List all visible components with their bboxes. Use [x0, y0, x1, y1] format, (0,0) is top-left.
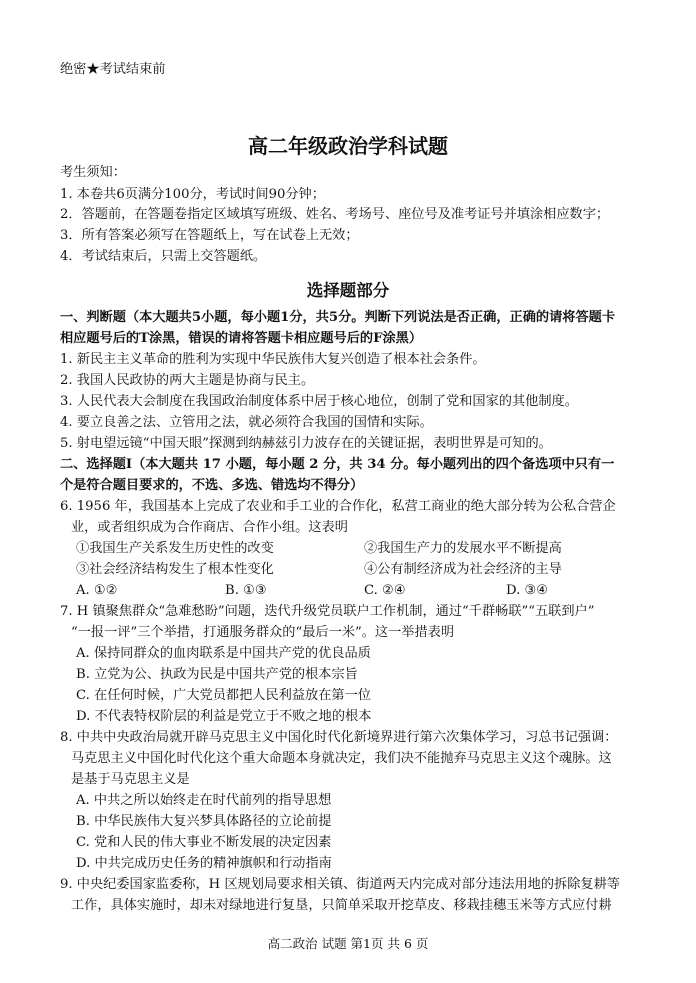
section2-heading-cont: 个是符合题目要求的，不选、多选、错选均不得分） — [60, 478, 364, 493]
judge-item: 5. 射电望远镜“中国天眼”探测到纳赫兹引力波存在的关键证据，表明世界是可知的。 — [60, 436, 552, 451]
confidential-label: 绝密★考试结束前 — [60, 62, 166, 77]
statement-2: ②我国生产力的发展水平不断提高 — [364, 541, 562, 556]
section1-heading: 一、判断题（本大题共5小题，每小题1分，共5分。判断下列说法是否正确，正确的请将答题卡 — [60, 310, 616, 325]
question-8-stem: 8. 中共中央政治局就开辟马克思主义中国化时代化新境界进行第六次集体学习，习总书记强调： — [60, 730, 618, 745]
notice-item: 4．考试结束后，只需上交答题纸。 — [60, 249, 267, 264]
question-6-stem: 6. 1956 年，我国基本上完成了农业和手工业的合作化，私营工商业的绝大部分转为公私合营企 — [60, 499, 616, 514]
notice-item: 2．答题前，在答题卷指定区域填写班级、姓名、考场号、座位号及准考证号并填涂相应数字； — [60, 207, 610, 222]
judge-item: 3. 人民代表大会制度在我国政治制度体系中居于核心地位，创制了党和国家的其他制度。 — [60, 394, 578, 409]
option-d: D. 不代表特权阶层的利益是党立于不败之地的根本 — [76, 709, 372, 724]
judge-item: 1. 新民主主义革命的胜利为实现中华民族伟大复兴创造了根本社会条件。 — [60, 352, 486, 367]
page-title: 高二年级政治学科试题 — [248, 134, 448, 158]
option-a: A. 保持同群众的血肉联系是中国共产党的优良品质 — [76, 646, 371, 661]
judge-item: 4. 要立良善之法、立管用之法，就必须符合我国的国情和实际。 — [60, 415, 433, 430]
judge-item: 2. 我国人民政协的两大主题是协商与民主。 — [60, 373, 315, 388]
statement-1: ①我国生产关系发生历史性的改变 — [76, 541, 274, 556]
question-8-stem-cont: 是基于马克思主义是 — [71, 772, 190, 787]
statement-4: ④公有制经济成为社会经济的主导 — [364, 562, 562, 577]
option-a: A. 中共之所以始终走在时代前列的指导思想 — [76, 793, 332, 808]
part-title: 选择题部分 — [306, 281, 390, 300]
option-c: C. 党和人民的伟大事业不断发展的决定因素 — [76, 835, 332, 850]
notice-item: 1. 本卷共6页满分100分，考试时间90分钟； — [60, 187, 325, 202]
page-footer: 高二政治 试题 第1页 共 6 页 — [267, 936, 429, 951]
notice-item: 3．所有答案必须写在答题纸上，写在试卷上无效； — [60, 228, 359, 243]
statement-3: ③社会经济结构发生了根本性变化 — [76, 562, 274, 577]
section1-heading-cont: 相应题号后的T涂黑，错误的请将答题卡相应题号后的F涂黑） — [60, 331, 423, 346]
notice-heading: 考生须知： — [60, 165, 126, 180]
option-b: B. 立党为公、执政为民是中国共产党的根本宗旨 — [76, 667, 358, 682]
option-b: B. 中华民族伟大复兴梦具体路径的立论前提 — [76, 814, 332, 829]
option-c: C. 在任何时候，广大党员都把人民利益放在第一位 — [76, 688, 371, 703]
option-d: D. 中共完成历史任务的精神旗帜和行动指南 — [76, 856, 332, 871]
question-7-stem-cont: “一报一评”三个举措，打通服务群众的“最后一米”。这一举措表明 — [71, 625, 455, 640]
question-9-stem: 9. 中央纪委国家监委称，H 区规划局要求相关镇、街道两天内完成对部分违法用地的拆除复耕等 — [60, 877, 620, 892]
option-c: C. ②④ — [364, 583, 406, 598]
question-7-stem: 7. H 镇聚焦群众“急难愁盼”问题，迭代升级党员联户工作机制，通过“千群畅联”“五联到户” — [60, 604, 595, 619]
option-d: D. ③④ — [506, 583, 549, 598]
option-b: B. ①③ — [225, 583, 267, 598]
question-9-stem-cont: 工作，具体实施时，却未对绿地进行复垦，只简单采取开挖草皮、移栽挂穗玉米等方式应付耕 — [71, 898, 612, 913]
option-a: A. ①② — [76, 583, 118, 598]
question-8-stem-cont: 马克思主义中国化时代化这个重大命题本身就决定，我们决不能抛弃马克思主义这个魂脉。这 — [71, 751, 612, 766]
section2-heading: 二、选择题Ⅰ（本大题共 17 小题，每小题 2 分，共 34 分。每小题列出的四个备选项中只有一 — [60, 457, 615, 472]
question-6-stem-cont: 业，或者组织成为合作商店、合作小组。这表明 — [71, 520, 348, 535]
